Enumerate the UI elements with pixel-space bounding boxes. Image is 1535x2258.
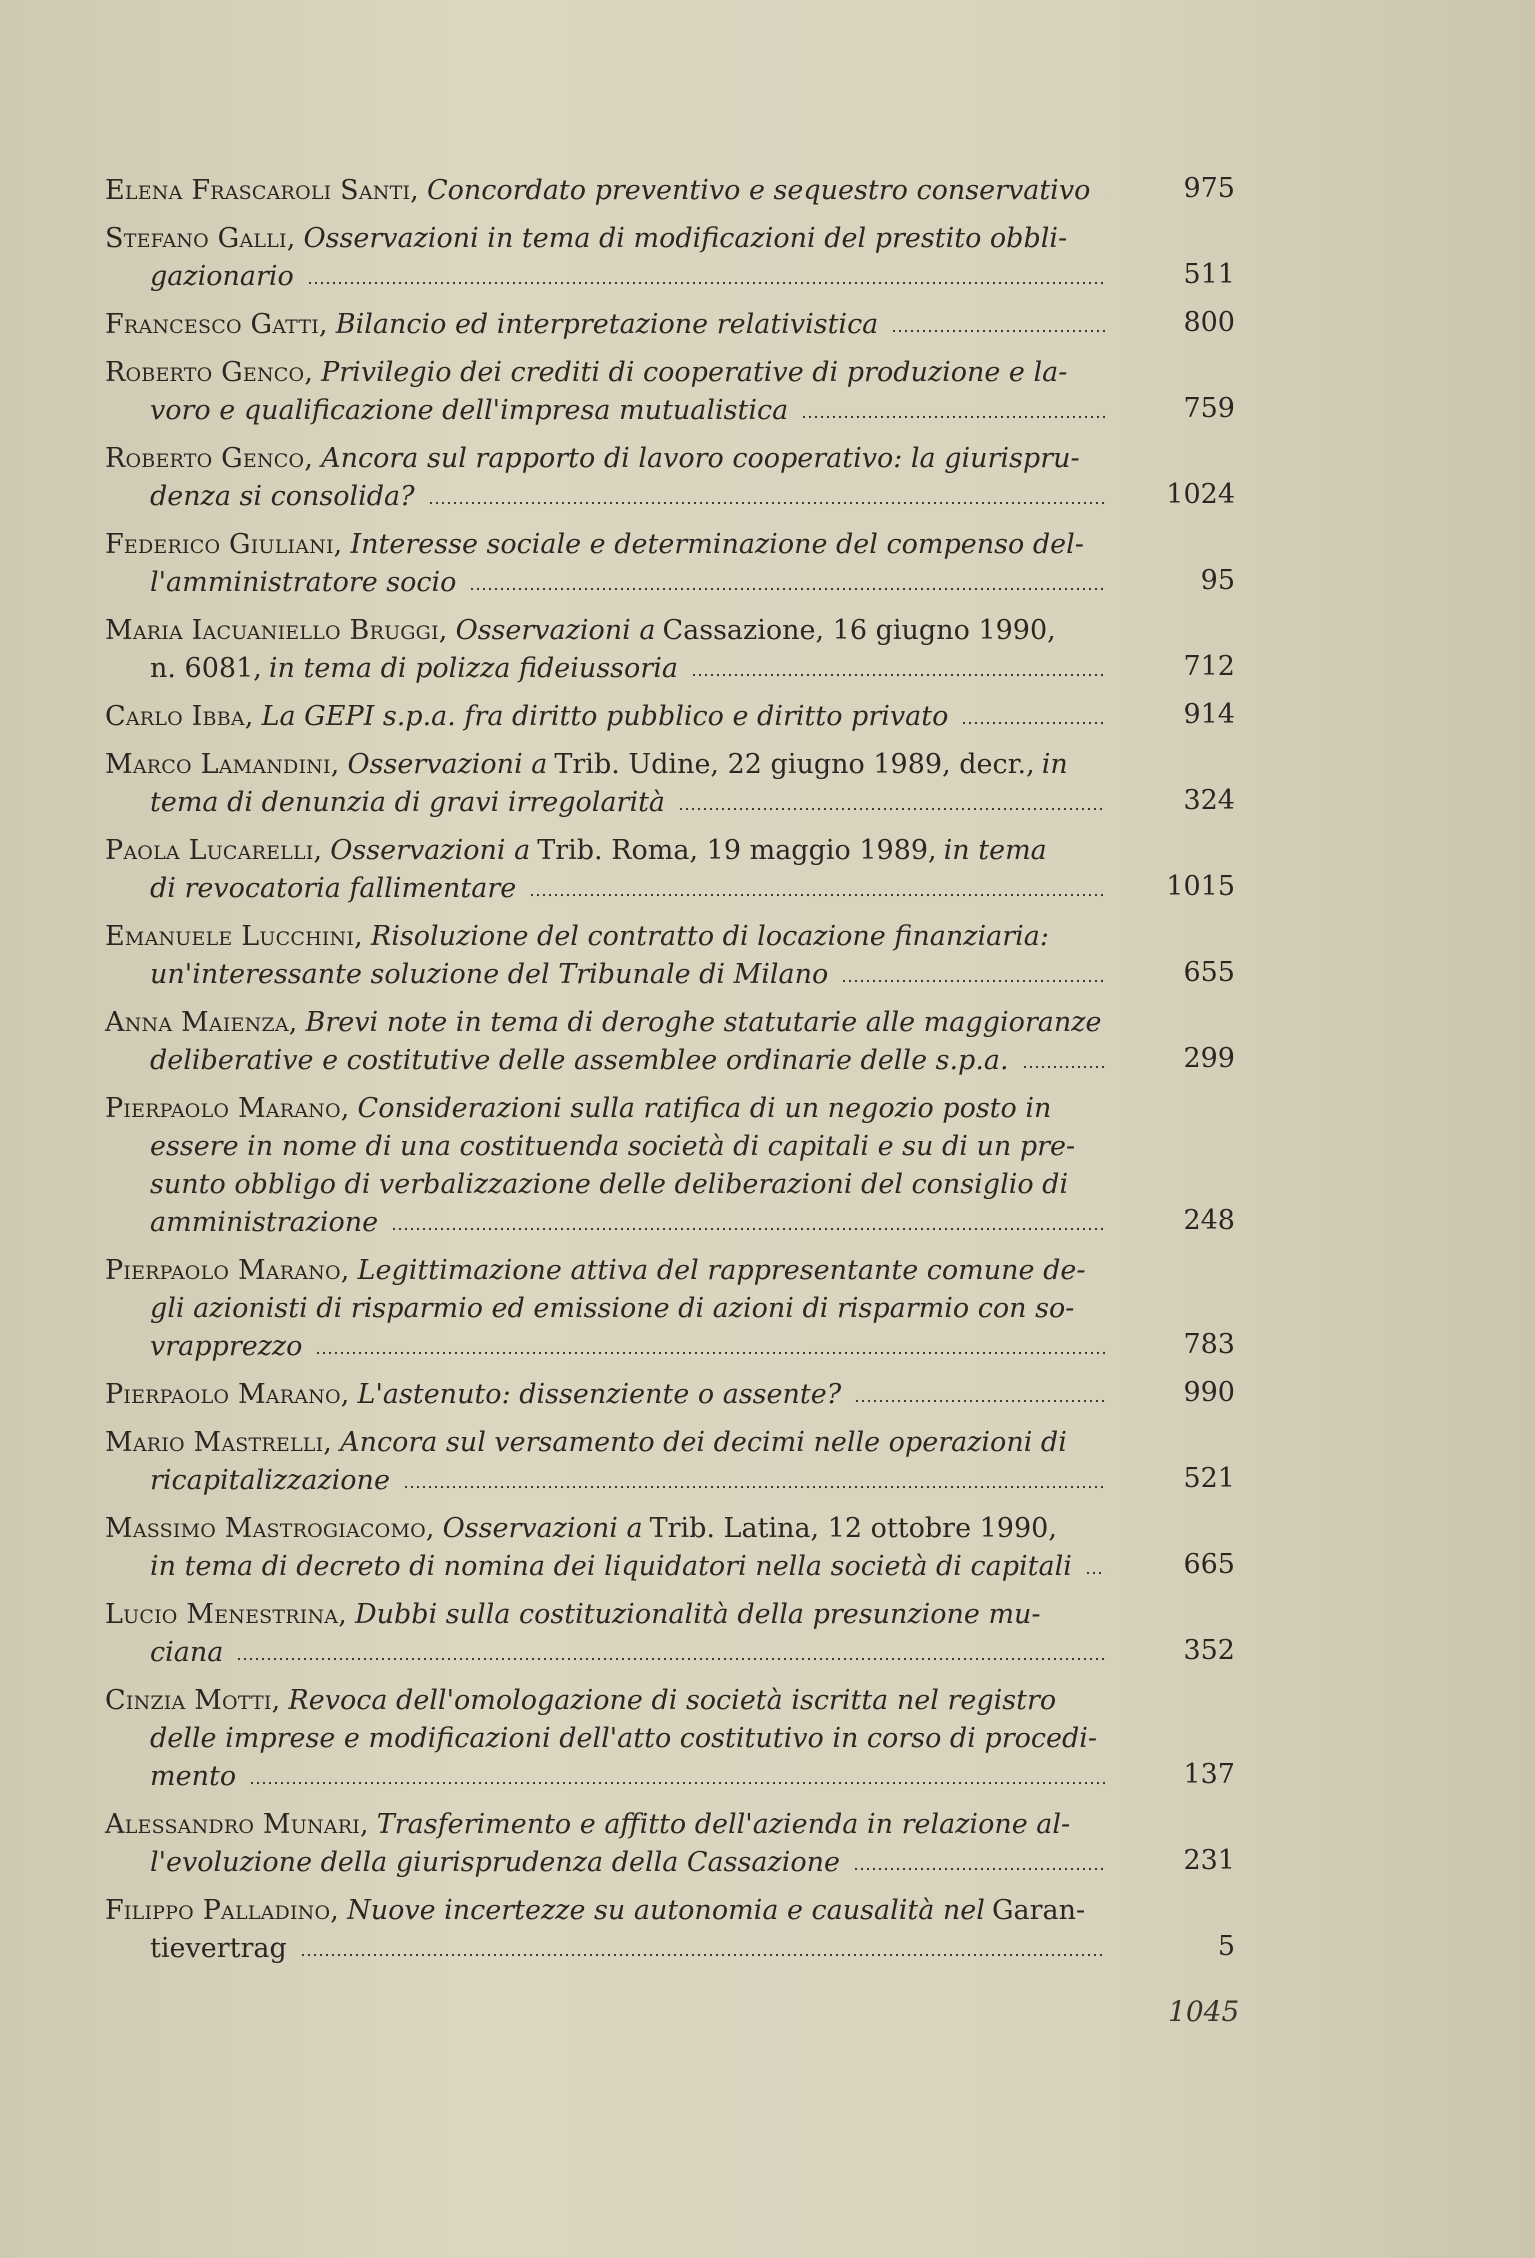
entry-page-number: 783	[1183, 1329, 1235, 1360]
entry-line	[105, 1596, 1105, 1634]
entry-title-segment: l'evoluzione della giurisprudenza della Cassazione	[150, 1847, 840, 1878]
entry-author: Roberto Genco,	[105, 357, 314, 388]
entry-title-segment: tema di denunzia di gravi irregolarità	[150, 787, 666, 818]
entry-author: Pierpaolo Marano,	[105, 1255, 350, 1286]
entry-page-number: 990	[1183, 1377, 1235, 1408]
toc-entry	[105, 220, 1235, 296]
toc-entry	[105, 698, 1235, 736]
entry-page-number: 511	[1183, 259, 1235, 290]
entry-line	[105, 1424, 1105, 1462]
toc-entry	[105, 1510, 1235, 1586]
dot-leader	[1085, 1571, 1105, 1575]
entry-title-segment: Ancora sul versamento dei decimi nelle operazioni di	[340, 1427, 1067, 1458]
entry-title-segment: sunto obbligo di verbalizzazione delle deliberazioni del consiglio di	[150, 1169, 1069, 1200]
entry-page-number: 137	[1183, 1759, 1235, 1790]
entry-author: Elena Frascaroli Santi,	[105, 175, 419, 206]
entry-page-number: 665	[1183, 1549, 1235, 1580]
entry-title-segment: in tema	[943, 835, 1047, 866]
entry-page-number: 1015	[1166, 871, 1235, 902]
entry-line	[105, 956, 1105, 994]
entry-line	[105, 650, 1105, 688]
entry-line	[105, 1510, 1105, 1548]
entry-title-segment: di revocatoria fallimentare	[150, 873, 517, 904]
entry-line	[105, 258, 1105, 296]
entry-author: Federico Giuliani,	[105, 529, 343, 560]
entry-line	[105, 1290, 1105, 1328]
entry-title-segment: voro e qualificazione dell'impresa mutualistica	[150, 395, 789, 426]
entry-author: Filippo Palladino,	[105, 1895, 340, 1926]
entry-title-segment: vrapprezzo	[150, 1331, 303, 1362]
toc-entry	[105, 918, 1235, 994]
entry-title-segment: Cassazione, 16 giugno 1990,	[662, 615, 1056, 646]
toc-entry	[105, 1806, 1235, 1882]
entry-title-segment: amministrazione	[150, 1207, 379, 1238]
dot-leader	[891, 329, 1105, 333]
dot-leader	[391, 1227, 1105, 1231]
entry-line	[105, 306, 1105, 344]
entry-line	[105, 1252, 1105, 1290]
entry-title-segment: ricapitalizzazione	[150, 1465, 390, 1496]
toc-entry	[105, 746, 1235, 822]
toc-entry	[105, 1004, 1235, 1080]
entry-line	[105, 1892, 1105, 1930]
entry-line	[105, 1930, 1105, 1968]
dot-leader	[529, 893, 1105, 897]
entry-line	[105, 746, 1105, 784]
entry-title-segment: un'interessante soluzione del Tribunale di Milano	[150, 959, 829, 990]
entry-page-number: 800	[1183, 307, 1235, 338]
entry-line	[105, 478, 1105, 516]
entry-line	[105, 1042, 1105, 1080]
entry-title-segment: Interesse sociale e determinazione del compenso del-	[350, 529, 1084, 560]
toc-entry	[105, 1252, 1235, 1366]
entry-page-number: 712	[1183, 651, 1235, 682]
entry-title-segment: Ancora sul rapporto di lavoro cooperativo: la giurispru-	[321, 443, 1080, 474]
entry-title-segment: in tema di polizza fideiussoria	[268, 653, 678, 684]
entry-title-segment: L'astenuto: dissenziente o assente?	[357, 1379, 842, 1410]
dot-leader	[678, 807, 1105, 811]
dot-leader	[854, 1399, 1105, 1403]
entry-line	[105, 354, 1105, 392]
entry-line	[105, 1328, 1105, 1366]
entry-page-number: 1024	[1166, 479, 1235, 510]
entry-line	[105, 1682, 1105, 1720]
toc-entry	[105, 612, 1235, 688]
entry-author: Anna Maienza,	[105, 1007, 298, 1038]
toc-entry	[105, 440, 1235, 516]
entry-title-segment: Legittimazione attiva del rappresentante comune de-	[357, 1255, 1086, 1286]
toc-entry	[105, 1682, 1235, 1796]
dot-leader	[961, 721, 1105, 725]
entry-line	[105, 1204, 1105, 1242]
entry-title-segment: Considerazioni sulla ratifica di un negozio posto in	[357, 1093, 1052, 1124]
entry-line	[105, 698, 1105, 736]
toc-entry	[105, 172, 1235, 210]
entry-title-segment: Dubbi sulla costituzionalità della presunzione mu-	[354, 1599, 1041, 1630]
entry-title-segment: Nuove incertezze su autonomia e causalità nel	[347, 1895, 985, 1926]
dot-leader	[249, 1781, 1105, 1785]
entry-page-number: 975	[1183, 173, 1235, 204]
entry-page-number: 324	[1183, 785, 1235, 816]
toc-entry	[105, 1090, 1235, 1242]
entry-line	[105, 1758, 1105, 1796]
entry-line	[105, 870, 1105, 908]
toc-entry	[105, 1596, 1235, 1672]
entry-title-segment: l'amministratore socio	[150, 567, 457, 598]
dot-leader	[841, 979, 1105, 983]
entry-line	[105, 784, 1105, 822]
entry-title-segment: Privilegio dei crediti di cooperative di produzione e la-	[321, 357, 1068, 388]
dot-leader	[428, 501, 1105, 505]
entry-title-segment: delle imprese e modificazioni dell'atto costitutivo in corso di procedi-	[150, 1723, 1098, 1754]
entry-title-segment: denza si consolida?	[150, 481, 415, 512]
entry-author: Francesco Gatti,	[105, 309, 328, 340]
entry-author: Mario Mastrelli,	[105, 1427, 333, 1458]
entry-author: Pierpaolo Marano,	[105, 1093, 350, 1124]
entry-title-segment: Osservazioni a	[455, 615, 656, 646]
toc-entry	[105, 354, 1235, 430]
entry-page-number: 655	[1183, 957, 1235, 988]
entry-title-segment: gli azionisti di risparmio ed emissione di azioni di risparmio con so-	[150, 1293, 1075, 1324]
dot-leader	[315, 1351, 1105, 1355]
entry-title-segment: La GEPI s.p.a. fra diritto pubblico e diritto privato	[261, 701, 949, 732]
dot-leader	[853, 1867, 1105, 1871]
entry-page-number: 5	[1217, 1931, 1235, 1962]
entry-title-segment: mento	[150, 1761, 237, 1792]
entry-line	[105, 1090, 1105, 1128]
entry-line	[105, 1128, 1105, 1166]
entry-line	[105, 1376, 1105, 1414]
dot-leader	[236, 1657, 1105, 1661]
entry-line	[105, 440, 1105, 478]
entry-line	[105, 220, 1105, 258]
toc-entry	[105, 526, 1235, 602]
entry-line	[105, 172, 1105, 210]
toc-entry	[105, 1424, 1235, 1500]
entry-line	[105, 1806, 1105, 1844]
entry-title-segment: tievertrag	[150, 1933, 287, 1964]
entry-title-segment: n. 6081,	[150, 653, 262, 684]
entry-line	[105, 832, 1105, 870]
entry-title-segment: Osservazioni a	[347, 749, 548, 780]
entry-page-number: 248	[1183, 1205, 1235, 1236]
entry-author: Massimo Mastrogiacomo,	[105, 1513, 435, 1544]
entry-line	[105, 1844, 1105, 1882]
dot-leader	[403, 1485, 1105, 1489]
entry-author: Roberto Genco,	[105, 443, 314, 474]
entry-page-number: 231	[1183, 1845, 1235, 1876]
entry-line	[105, 612, 1105, 650]
toc-entry	[105, 306, 1235, 344]
entry-line	[105, 1004, 1105, 1042]
entry-title-segment: Revoca dell'omologazione di società iscritta nel registro	[288, 1685, 1057, 1716]
entry-title-segment: deliberative e costitutive delle assemblee ordinarie delle s.p.a.	[150, 1045, 1009, 1076]
dot-leader	[801, 415, 1105, 419]
entry-title-segment: essere in nome di una costituenda società di capitali e su di un pre-	[150, 1131, 1076, 1162]
entry-page-number: 95	[1200, 565, 1235, 596]
entry-line	[105, 1166, 1105, 1204]
entry-title-segment: Bilancio ed interpretazione relativistica	[335, 309, 879, 340]
dot-leader	[1022, 1065, 1105, 1069]
entry-author: Pierpaolo Marano,	[105, 1379, 350, 1410]
dot-leader	[300, 1953, 1105, 1957]
dot-leader	[691, 673, 1105, 677]
toc-entry	[105, 1892, 1235, 1968]
entry-line	[105, 392, 1105, 430]
entry-page-number: 759	[1183, 393, 1235, 424]
entry-line	[105, 1548, 1105, 1586]
entry-page-number: 521	[1183, 1463, 1235, 1494]
entry-author: Stefano Galli,	[105, 223, 296, 254]
entry-title-segment: gazionario	[150, 261, 294, 292]
entry-title-segment: Risoluzione del contratto di locazione finanziaria:	[370, 921, 1049, 952]
entry-title-segment: Osservazioni a	[442, 1513, 643, 1544]
entry-author: Lucio Menestrina,	[105, 1599, 347, 1630]
entry-title-segment: ciana	[150, 1637, 224, 1668]
entry-author: Emanuele Lucchini,	[105, 921, 363, 952]
entry-author: Marco Lamandini,	[105, 749, 340, 780]
entry-title-segment: Trasferimento e affitto dell'azienda in relazione al-	[376, 1809, 1071, 1840]
entry-line	[105, 564, 1105, 602]
entry-line	[105, 918, 1105, 956]
entry-title-segment: Concordato preventivo e sequestro conservativo	[426, 175, 1091, 206]
entry-title-segment: Brevi note in tema di deroghe statutarie alle maggioranze	[305, 1007, 1102, 1038]
entry-author: Cinzia Motti,	[105, 1685, 281, 1716]
entry-page-number: 299	[1183, 1043, 1235, 1074]
entry-author: Carlo Ibba,	[105, 701, 254, 732]
table-of-contents	[105, 172, 1235, 1978]
entry-page-number: 352	[1183, 1635, 1235, 1666]
entry-title-segment: in	[1041, 749, 1068, 780]
entry-author: Alessandro Munari,	[105, 1809, 369, 1840]
dot-leader	[1103, 195, 1105, 199]
dot-leader	[469, 587, 1105, 591]
entry-title-segment: Osservazioni in tema di modificazioni del prestito obbli-	[303, 223, 1068, 254]
dot-leader	[307, 281, 1105, 285]
entry-author: Paola Lucarelli,	[105, 835, 323, 866]
toc-entry	[105, 1376, 1235, 1414]
entry-title-segment: Garan-	[991, 1895, 1086, 1926]
entry-title-segment: Osservazioni a	[330, 835, 531, 866]
toc-entry	[105, 832, 1235, 908]
page-number: 1045	[1168, 1995, 1240, 2028]
entry-line	[105, 1720, 1105, 1758]
entry-title-segment: Trib. Roma, 19 maggio 1989,	[537, 835, 937, 866]
entry-title-segment: Trib. Udine, 22 giugno 1989, decr.,	[554, 749, 1035, 780]
entry-line	[105, 526, 1105, 564]
entry-page-number: 914	[1183, 699, 1235, 730]
entry-author: Maria Iacuaniello Bruggi,	[105, 615, 448, 646]
entry-title-segment: Trib. Latina, 12 ottobre 1990,	[649, 1513, 1057, 1544]
entry-title-segment: in tema di decreto di nomina dei liquidatori nella società di capitali	[150, 1551, 1072, 1582]
entry-line	[105, 1634, 1105, 1672]
entry-line	[105, 1462, 1105, 1500]
